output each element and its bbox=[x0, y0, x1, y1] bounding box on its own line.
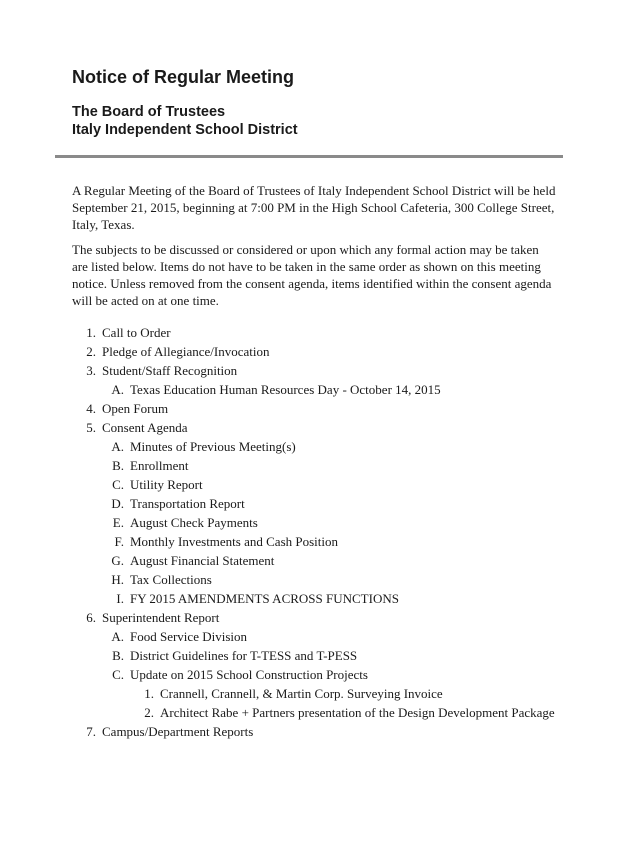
agenda-item-marker: B. bbox=[112, 458, 124, 473]
agenda-item-text: Monthly Investments and Cash Position bbox=[130, 534, 338, 549]
agenda-item-text: Utility Report bbox=[130, 477, 203, 492]
agenda-item-text: Pledge of Allegiance/Invocation bbox=[102, 344, 270, 359]
agenda-item-text: Food Service Division bbox=[130, 629, 247, 644]
agenda-list bbox=[0, 323, 618, 741]
agenda-item bbox=[0, 418, 618, 437]
agenda-item bbox=[0, 380, 618, 399]
agenda-item-marker: 2. bbox=[86, 344, 96, 359]
intro-paragraph-meeting-details: A Regular Meeting of the Board of Trustees of Italy Independent School District will be held September 21, 2015, beginning at 7:00 PM in the High School Cafeteria, 300 College Street, Italy, Texas. bbox=[72, 183, 556, 232]
agenda-item bbox=[0, 323, 618, 342]
agenda-item bbox=[0, 532, 618, 551]
agenda-item-marker: A. bbox=[111, 382, 124, 397]
agenda-item-marker: E. bbox=[112, 515, 124, 530]
agenda-item bbox=[0, 608, 618, 627]
agenda-item-text: Consent Agenda bbox=[102, 420, 188, 435]
agenda-item bbox=[0, 570, 618, 589]
agenda-item-text: Student/Staff Recognition bbox=[102, 363, 238, 378]
agenda-item bbox=[0, 361, 618, 380]
document-page bbox=[0, 66, 618, 866]
agenda-item-marker: F. bbox=[114, 534, 124, 549]
agenda-item-marker: 3. bbox=[86, 363, 96, 378]
agenda-item-marker: I. bbox=[116, 591, 124, 606]
agenda-item-text: Crannell, Crannell, & Martin Corp. Surveying Invoice bbox=[160, 686, 443, 701]
document-title: Notice of Regular Meeting bbox=[72, 67, 295, 87]
agenda-item bbox=[0, 494, 618, 513]
agenda-item bbox=[0, 703, 618, 722]
agenda-item bbox=[0, 399, 618, 418]
agenda-item-text: Architect Rabe + Partners presentation of the Design Development Package bbox=[160, 705, 555, 720]
agenda-item-marker: 6. bbox=[86, 610, 96, 625]
agenda-item-marker: 4. bbox=[86, 401, 96, 416]
agenda-item-text: Call to Order bbox=[102, 325, 171, 340]
document-subtitle bbox=[72, 103, 618, 139]
agenda-item-text: Update on 2015 School Construction Projects bbox=[130, 667, 368, 682]
agenda-item-text: Tax Collections bbox=[130, 572, 212, 587]
agenda-item bbox=[0, 646, 618, 665]
agenda-item-text: August Check Payments bbox=[130, 515, 258, 530]
agenda-item-marker: 5. bbox=[86, 420, 96, 435]
agenda-item-text: Superintendent Report bbox=[102, 610, 220, 625]
agenda-item-marker: G. bbox=[111, 553, 124, 568]
agenda-item-marker: A. bbox=[111, 629, 124, 644]
agenda-item bbox=[0, 437, 618, 456]
agenda-item-marker: D. bbox=[111, 496, 124, 511]
agenda-item-text: Minutes of Previous Meeting(s) bbox=[130, 439, 296, 454]
agenda-item bbox=[0, 456, 618, 475]
agenda-item bbox=[0, 475, 618, 494]
agenda-item-marker: A. bbox=[111, 439, 124, 454]
subtitle-line-district: Italy Independent School District bbox=[72, 122, 298, 138]
agenda-item-marker: B. bbox=[112, 648, 124, 663]
agenda-item bbox=[0, 627, 618, 646]
agenda-item-text: Campus/Department Reports bbox=[102, 724, 254, 739]
agenda-item-text: FY 2015 AMENDMENTS ACROSS FUNCTIONS bbox=[130, 591, 399, 606]
subtitle-line-org: The Board of Trustees bbox=[72, 104, 226, 120]
agenda-item-text: Transportation Report bbox=[130, 496, 245, 511]
agenda-item bbox=[0, 589, 618, 608]
agenda-item-marker: C. bbox=[112, 667, 124, 682]
agenda-item-text: District Guidelines for T-TESS and T-PESS bbox=[130, 648, 358, 663]
agenda-item-marker: H. bbox=[111, 572, 124, 587]
divider-rule bbox=[55, 155, 563, 158]
agenda-item bbox=[0, 513, 618, 532]
agenda-item-text: Enrollment bbox=[130, 458, 189, 473]
agenda-item-marker: 1. bbox=[144, 686, 154, 701]
agenda-item-text: August Financial Statement bbox=[130, 553, 275, 568]
agenda-item bbox=[0, 722, 618, 741]
agenda-item-text: Open Forum bbox=[102, 401, 169, 416]
agenda-item-text: Texas Education Human Resources Day - October 14, 2015 bbox=[130, 382, 441, 397]
agenda-item-marker: 2. bbox=[144, 705, 154, 720]
intro-paragraph-subjects-note: The subjects to be discussed or considered or upon which any formal action may be taken are listed below. Items do not have to be taken in the same order as shown on this meeting notice. Unless removed from the consent agenda, items identified within the consent agenda will be acted on at one time. bbox=[72, 242, 552, 308]
agenda-item-marker: C. bbox=[112, 477, 124, 492]
agenda-item-marker: 7. bbox=[86, 724, 96, 739]
agenda-item bbox=[0, 551, 618, 570]
agenda-item bbox=[0, 684, 618, 703]
agenda-item bbox=[0, 342, 618, 361]
agenda-item bbox=[0, 665, 618, 684]
agenda-item-marker: 1. bbox=[86, 325, 96, 340]
